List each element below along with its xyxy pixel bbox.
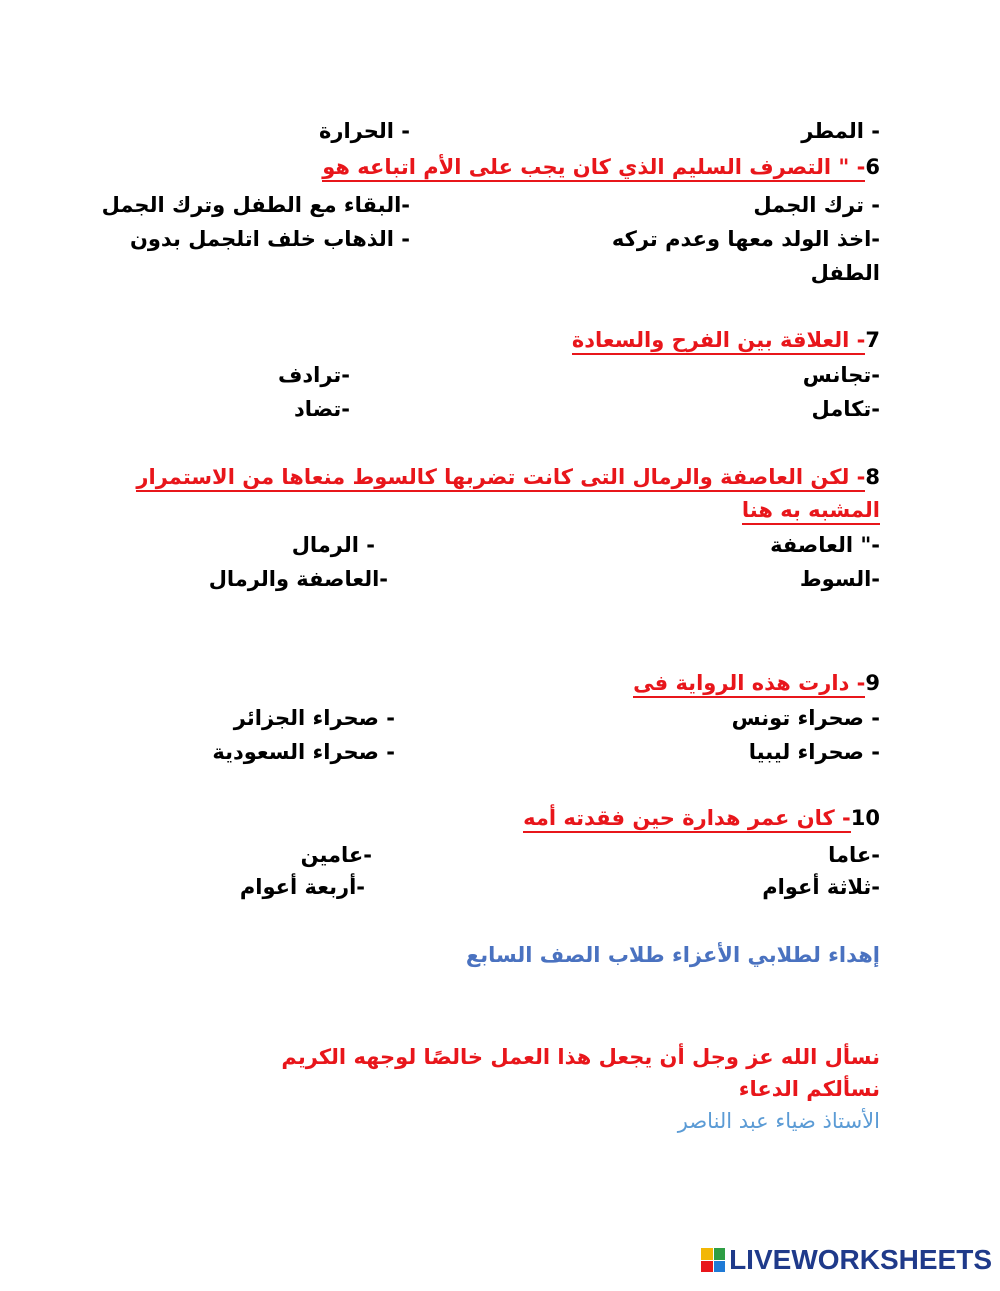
q9-option-a[interactable]: - صحراء تونس xyxy=(731,706,880,730)
q7-option-b[interactable]: -ترادف xyxy=(277,363,350,387)
q9-option-d[interactable]: - صحراء السعودية xyxy=(212,740,395,764)
q5-option-a: - المطر xyxy=(801,119,880,143)
q8-option-a[interactable]: -" العاصفة xyxy=(770,533,880,557)
q8-question-text-2: المشبه به هنا xyxy=(742,498,880,525)
q10-title xyxy=(523,803,880,833)
q6-number: 6 xyxy=(865,155,880,179)
q10-option-b[interactable]: -عامين xyxy=(300,843,372,867)
q9-number: 9 xyxy=(865,671,880,695)
q6-option-d[interactable]: - الذهاب خلف اتلجمل بدون xyxy=(129,227,410,251)
q8-title-line2 xyxy=(742,495,880,525)
q7-option-d[interactable]: -تضاد xyxy=(294,397,350,421)
q9-option-b[interactable]: - صحراء الجزائر xyxy=(233,706,395,730)
q6-title xyxy=(322,152,880,182)
q6-question-text: - " التصرف السليم الذي كان يجب على الأم اتباعه هو xyxy=(322,155,865,182)
q8-number: 8 xyxy=(865,465,880,489)
q6-option-c[interactable]: -اخذ الولد معها وعدم تركه xyxy=(611,227,880,251)
q7-option-c[interactable]: -تكامل xyxy=(811,397,880,421)
q8-option-d[interactable]: -العاصفة والرمال xyxy=(208,567,388,591)
q9-option-c[interactable]: - صحراء ليبيا xyxy=(748,740,880,764)
brand-text: LIVEWORKSHEETS xyxy=(729,1244,992,1275)
q10-question-text: - كان عمر هدارة حين فقدته أمه xyxy=(523,806,851,833)
q9-question-text: - دارت هذه الرواية فى xyxy=(633,671,865,698)
q6-option-c-continued: الطفل xyxy=(810,261,880,285)
q6-option-b[interactable]: -البقاء مع الطفل وترك الجمل xyxy=(101,193,410,217)
q7-question-text: - العلاقة بين الفرح والسعادة xyxy=(572,328,866,355)
q9-title xyxy=(633,668,880,698)
q6-option-a[interactable]: - ترك الجمل xyxy=(753,193,880,217)
q7-number: 7 xyxy=(865,328,880,352)
q10-option-d[interactable]: -أربعة أعوام xyxy=(239,875,365,899)
q10-option-c[interactable]: -ثلاثة أعوام xyxy=(762,875,880,899)
q8-question-text: - لكن العاصفة والرمال التى كانت تضربها كالسوط منعاها من الاستمرار xyxy=(136,465,865,492)
prayer-line-2: نسألكم الدعاء xyxy=(738,1077,880,1101)
q7-title xyxy=(572,325,880,355)
q8-option-c[interactable]: -السوط xyxy=(799,567,880,591)
liveworksheets-logo xyxy=(701,1245,992,1275)
q8-title xyxy=(136,462,880,492)
q5-option-b: - الحرارة xyxy=(319,119,410,143)
q10-option-a[interactable]: -عاما xyxy=(828,843,880,867)
prayer-line-1: نسأل الله عز وجل أن يجعل هذا العمل خالصًا لوجهه الكريم xyxy=(281,1045,880,1069)
teacher-name: الأستاذ ضياء عبد الناصر xyxy=(677,1109,880,1133)
q8-option-b[interactable]: - الرمال xyxy=(291,533,375,557)
q10-number: 10 xyxy=(850,806,880,830)
liveworksheets-icon xyxy=(701,1248,725,1272)
dedication-text: إهداء لطلابي الأعزاء طلاب الصف السابع xyxy=(465,943,880,967)
q7-option-a[interactable]: -تجانس xyxy=(802,363,880,387)
